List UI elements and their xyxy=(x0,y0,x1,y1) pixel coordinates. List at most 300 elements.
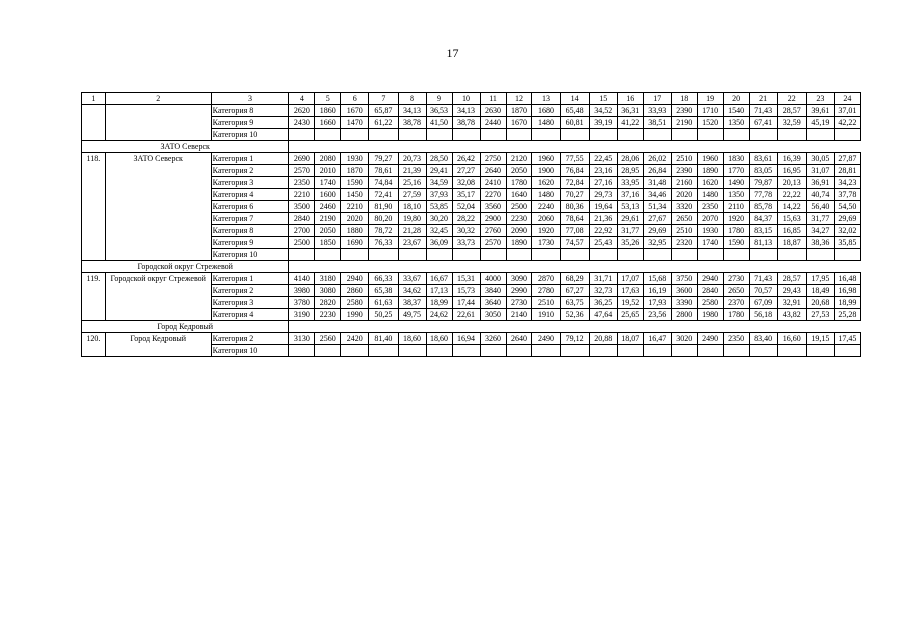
value-cell: 65,38 xyxy=(369,285,398,297)
value-cell: 1600 xyxy=(315,189,341,201)
value-cell: 70,27 xyxy=(560,189,589,201)
value-cell: 16,67 xyxy=(426,273,452,285)
value-cell xyxy=(452,129,480,141)
category-label: Категория 4 xyxy=(211,189,289,201)
value-cell: 18,60 xyxy=(398,333,426,345)
value-cell: 2390 xyxy=(671,105,697,117)
value-cell xyxy=(341,129,369,141)
value-cell xyxy=(834,345,860,357)
value-cell: 3090 xyxy=(506,273,532,285)
value-cell: 2580 xyxy=(697,297,723,309)
category-label: Категория 2 xyxy=(211,333,289,345)
column-number: 19 xyxy=(697,93,723,105)
value-cell: 23,67 xyxy=(398,237,426,249)
value-cell: 20,13 xyxy=(777,177,806,189)
value-cell: 25,28 xyxy=(834,309,860,321)
value-cell: 54,50 xyxy=(834,201,860,213)
value-cell: 1780 xyxy=(723,225,749,237)
value-cell: 34,62 xyxy=(398,285,426,297)
column-number: 4 xyxy=(289,93,315,105)
value-cell: 2270 xyxy=(480,189,506,201)
value-cell: 18,87 xyxy=(777,237,806,249)
value-cell: 78,61 xyxy=(369,165,398,177)
value-cell: 22,61 xyxy=(452,309,480,321)
value-cell: 77,55 xyxy=(560,153,589,165)
value-cell: 34,27 xyxy=(806,225,834,237)
column-number: 23 xyxy=(806,93,834,105)
value-cell xyxy=(617,129,643,141)
value-cell: 71,43 xyxy=(749,273,777,285)
table-row xyxy=(82,105,861,117)
column-number: 14 xyxy=(560,93,589,105)
category-label: Категория 8 xyxy=(211,105,289,117)
value-cell: 1870 xyxy=(341,165,369,177)
value-cell: 34,59 xyxy=(426,177,452,189)
value-cell: 2060 xyxy=(532,213,560,225)
value-cell xyxy=(589,249,617,261)
category-label: Категория 2 xyxy=(211,165,289,177)
value-cell: 1860 xyxy=(315,105,341,117)
value-cell: 2500 xyxy=(289,237,315,249)
value-cell xyxy=(560,249,589,261)
column-number: 17 xyxy=(643,93,671,105)
value-cell: 1350 xyxy=(723,189,749,201)
value-cell: 1590 xyxy=(723,237,749,249)
value-cell: 2690 xyxy=(289,153,315,165)
row-number: 118. xyxy=(82,153,106,261)
value-cell: 65,48 xyxy=(560,105,589,117)
value-cell xyxy=(315,345,341,357)
value-cell: 21,36 xyxy=(589,213,617,225)
value-cell: 35,17 xyxy=(452,189,480,201)
value-cell: 2210 xyxy=(289,189,315,201)
value-cell: 1660 xyxy=(315,117,341,129)
value-cell: 15,31 xyxy=(452,273,480,285)
value-cell: 33,67 xyxy=(398,273,426,285)
value-cell: 83,05 xyxy=(749,165,777,177)
value-cell: 2080 xyxy=(315,153,341,165)
value-cell: 37,78 xyxy=(834,189,860,201)
value-cell xyxy=(506,345,532,357)
value-cell: 2460 xyxy=(315,201,341,213)
category-label: Категория 9 xyxy=(211,237,289,249)
column-number: 7 xyxy=(369,93,398,105)
value-cell: 2940 xyxy=(341,273,369,285)
value-cell: 1710 xyxy=(697,105,723,117)
value-cell: 17,44 xyxy=(452,297,480,309)
value-cell: 16,95 xyxy=(777,165,806,177)
value-cell: 65,87 xyxy=(369,105,398,117)
value-cell: 18,49 xyxy=(806,285,834,297)
value-cell: 34,52 xyxy=(589,105,617,117)
value-cell: 2490 xyxy=(697,333,723,345)
value-cell xyxy=(697,129,723,141)
value-cell: 1740 xyxy=(697,237,723,249)
value-cell: 34,23 xyxy=(834,177,860,189)
value-cell: 33,95 xyxy=(617,177,643,189)
value-cell: 16,94 xyxy=(452,333,480,345)
section-row xyxy=(82,321,861,333)
value-cell: 31,07 xyxy=(806,165,834,177)
value-cell: 3180 xyxy=(315,273,341,285)
value-cell: 1910 xyxy=(532,309,560,321)
value-cell: 2370 xyxy=(723,297,749,309)
category-label: Категория 9 xyxy=(211,117,289,129)
value-cell: 2350 xyxy=(723,333,749,345)
value-cell xyxy=(315,249,341,261)
value-cell xyxy=(671,129,697,141)
value-cell: 1480 xyxy=(532,117,560,129)
value-cell: 2840 xyxy=(289,213,315,225)
value-cell: 45,19 xyxy=(806,117,834,129)
value-cell: 1470 xyxy=(341,117,369,129)
row-number xyxy=(82,105,106,141)
value-cell: 39,19 xyxy=(589,117,617,129)
value-cell: 76,84 xyxy=(560,165,589,177)
value-cell xyxy=(723,249,749,261)
value-cell: 3600 xyxy=(671,285,697,297)
value-cell: 18,60 xyxy=(426,333,452,345)
value-cell: 1890 xyxy=(697,165,723,177)
value-cell: 31,71 xyxy=(589,273,617,285)
value-cell: 21,28 xyxy=(398,225,426,237)
value-cell xyxy=(671,345,697,357)
value-cell xyxy=(589,129,617,141)
value-cell: 60,81 xyxy=(560,117,589,129)
value-cell: 38,78 xyxy=(452,117,480,129)
value-cell: 72,41 xyxy=(369,189,398,201)
value-cell: 2350 xyxy=(697,201,723,213)
value-cell: 2620 xyxy=(289,105,315,117)
column-number: 18 xyxy=(671,93,697,105)
value-cell xyxy=(452,249,480,261)
value-cell: 22,45 xyxy=(589,153,617,165)
table-row xyxy=(82,333,861,345)
value-cell: 53,13 xyxy=(617,201,643,213)
value-cell: 20,73 xyxy=(398,153,426,165)
value-cell: 81,90 xyxy=(369,201,398,213)
column-number: 22 xyxy=(777,93,806,105)
municipality-name: Городской округ Стрежевой xyxy=(105,273,211,321)
column-number: 21 xyxy=(749,93,777,105)
value-cell xyxy=(532,249,560,261)
value-cell: 35,26 xyxy=(617,237,643,249)
value-cell: 2580 xyxy=(341,297,369,309)
value-cell: 21,39 xyxy=(398,165,426,177)
value-cell xyxy=(341,249,369,261)
value-cell: 2820 xyxy=(315,297,341,309)
value-cell: 19,15 xyxy=(806,333,834,345)
column-number: 16 xyxy=(617,93,643,105)
municipality-name xyxy=(105,105,211,141)
value-cell: 2640 xyxy=(506,333,532,345)
value-cell: 20,88 xyxy=(589,333,617,345)
value-cell xyxy=(749,345,777,357)
value-cell: 2730 xyxy=(506,297,532,309)
value-cell: 72,84 xyxy=(560,177,589,189)
value-cell: 18,10 xyxy=(398,201,426,213)
value-cell: 1490 xyxy=(723,177,749,189)
value-cell xyxy=(369,345,398,357)
value-cell: 51,34 xyxy=(643,201,671,213)
value-cell: 35,85 xyxy=(834,237,860,249)
value-cell: 2120 xyxy=(506,153,532,165)
table-row xyxy=(82,153,861,165)
value-cell: 67,27 xyxy=(560,285,589,297)
value-cell: 30,20 xyxy=(426,213,452,225)
value-cell: 61,63 xyxy=(369,297,398,309)
value-cell: 2500 xyxy=(506,201,532,213)
value-cell: 28,95 xyxy=(617,165,643,177)
value-cell: 25,16 xyxy=(398,177,426,189)
column-number: 9 xyxy=(426,93,452,105)
value-cell: 26,02 xyxy=(643,153,671,165)
value-cell: 47,64 xyxy=(589,309,617,321)
page-number: 17 xyxy=(446,46,459,60)
value-cell: 2050 xyxy=(506,165,532,177)
value-cell: 52,36 xyxy=(560,309,589,321)
row-number: 120. xyxy=(82,333,106,357)
category-label: Категория 10 xyxy=(211,345,289,357)
value-cell: 36,25 xyxy=(589,297,617,309)
value-cell: 38,37 xyxy=(398,297,426,309)
value-cell: 3750 xyxy=(671,273,697,285)
value-cell xyxy=(315,129,341,141)
value-cell: 2350 xyxy=(289,177,315,189)
category-label: Категория 6 xyxy=(211,201,289,213)
column-number: 6 xyxy=(341,93,369,105)
value-cell: 2510 xyxy=(671,225,697,237)
section-empty xyxy=(289,321,861,333)
value-cell: 2570 xyxy=(289,165,315,177)
value-cell: 14,22 xyxy=(777,201,806,213)
category-label: Категория 10 xyxy=(211,249,289,261)
value-cell: 2780 xyxy=(532,285,560,297)
value-cell: 2110 xyxy=(723,201,749,213)
value-cell: 18,99 xyxy=(834,297,860,309)
column-number: 1 xyxy=(82,93,106,105)
value-cell: 19,64 xyxy=(589,201,617,213)
value-cell: 50,25 xyxy=(369,309,398,321)
value-cell: 2510 xyxy=(532,297,560,309)
value-cell: 25,43 xyxy=(589,237,617,249)
value-cell: 3390 xyxy=(671,297,697,309)
value-cell: 16,48 xyxy=(834,273,860,285)
value-cell xyxy=(806,249,834,261)
value-cell: 1890 xyxy=(506,237,532,249)
value-cell: 84,37 xyxy=(749,213,777,225)
value-cell: 79,27 xyxy=(369,153,398,165)
value-cell: 80,20 xyxy=(369,213,398,225)
value-cell: 56,40 xyxy=(806,201,834,213)
value-cell: 3190 xyxy=(289,309,315,321)
value-cell: 29,69 xyxy=(834,213,860,225)
value-cell: 2900 xyxy=(480,213,506,225)
value-cell: 16,47 xyxy=(643,333,671,345)
value-cell: 1680 xyxy=(532,105,560,117)
value-cell: 2230 xyxy=(315,309,341,321)
value-cell: 3560 xyxy=(480,201,506,213)
value-cell: 28,81 xyxy=(834,165,860,177)
category-label: Категория 3 xyxy=(211,177,289,189)
value-cell: 1590 xyxy=(341,177,369,189)
value-cell xyxy=(289,345,315,357)
value-cell: 27,27 xyxy=(452,165,480,177)
value-cell: 38,36 xyxy=(806,237,834,249)
value-cell: 28,22 xyxy=(452,213,480,225)
value-cell xyxy=(532,345,560,357)
value-cell: 15,68 xyxy=(643,273,671,285)
column-number: 8 xyxy=(398,93,426,105)
value-cell: 83,40 xyxy=(749,333,777,345)
value-cell: 3080 xyxy=(315,285,341,297)
value-cell: 37,16 xyxy=(617,189,643,201)
value-cell: 1880 xyxy=(341,225,369,237)
value-cell: 2020 xyxy=(671,189,697,201)
value-cell xyxy=(643,249,671,261)
value-cell xyxy=(398,129,426,141)
value-cell: 3050 xyxy=(480,309,506,321)
value-cell: 2190 xyxy=(315,213,341,225)
value-cell: 2490 xyxy=(532,333,560,345)
value-cell xyxy=(806,345,834,357)
value-cell xyxy=(452,345,480,357)
value-cell: 1850 xyxy=(315,237,341,249)
value-cell: 27,67 xyxy=(643,213,671,225)
value-cell: 74,84 xyxy=(369,177,398,189)
value-cell: 74,57 xyxy=(560,237,589,249)
value-cell: 27,53 xyxy=(806,309,834,321)
value-cell: 39,61 xyxy=(806,105,834,117)
value-cell xyxy=(806,129,834,141)
value-cell: 16,39 xyxy=(777,153,806,165)
value-cell: 36,53 xyxy=(426,105,452,117)
value-cell: 32,91 xyxy=(777,297,806,309)
value-cell xyxy=(426,345,452,357)
value-cell: 23,56 xyxy=(643,309,671,321)
value-cell: 16,85 xyxy=(777,225,806,237)
value-cell: 29,61 xyxy=(617,213,643,225)
value-cell: 1770 xyxy=(723,165,749,177)
value-cell: 79,87 xyxy=(749,177,777,189)
value-cell: 30,32 xyxy=(452,225,480,237)
column-number: 20 xyxy=(723,93,749,105)
category-label: Категория 3 xyxy=(211,297,289,309)
value-cell: 2860 xyxy=(341,285,369,297)
value-cell: 1620 xyxy=(697,177,723,189)
value-cell: 28,06 xyxy=(617,153,643,165)
value-cell xyxy=(697,249,723,261)
value-cell: 3980 xyxy=(289,285,315,297)
value-cell: 20,68 xyxy=(806,297,834,309)
category-label: Категория 2 xyxy=(211,285,289,297)
value-cell: 32,95 xyxy=(643,237,671,249)
value-cell xyxy=(398,249,426,261)
column-number: 10 xyxy=(452,93,480,105)
value-cell: 32,59 xyxy=(777,117,806,129)
value-cell xyxy=(480,129,506,141)
value-cell: 83,15 xyxy=(749,225,777,237)
value-cell: 61,22 xyxy=(369,117,398,129)
value-cell: 2630 xyxy=(480,105,506,117)
value-cell: 1900 xyxy=(532,165,560,177)
value-cell: 27,59 xyxy=(398,189,426,201)
value-cell: 78,72 xyxy=(369,225,398,237)
value-cell xyxy=(589,345,617,357)
value-cell: 2230 xyxy=(506,213,532,225)
value-cell: 28,57 xyxy=(777,273,806,285)
value-cell: 1450 xyxy=(341,189,369,201)
value-cell: 2320 xyxy=(671,237,697,249)
value-cell: 41,50 xyxy=(426,117,452,129)
value-cell: 37,01 xyxy=(834,105,860,117)
value-cell: 17,07 xyxy=(617,273,643,285)
value-cell xyxy=(426,249,452,261)
value-cell: 29,43 xyxy=(777,285,806,297)
value-cell: 85,78 xyxy=(749,201,777,213)
value-cell: 1670 xyxy=(341,105,369,117)
value-cell xyxy=(834,249,860,261)
value-cell: 78,64 xyxy=(560,213,589,225)
value-cell: 70,57 xyxy=(749,285,777,297)
section-row xyxy=(82,261,861,273)
value-cell xyxy=(506,249,532,261)
value-cell: 1730 xyxy=(532,237,560,249)
value-cell xyxy=(480,249,506,261)
value-cell: 2870 xyxy=(532,273,560,285)
value-cell: 28,50 xyxy=(426,153,452,165)
value-cell: 33,93 xyxy=(643,105,671,117)
value-cell: 1620 xyxy=(532,177,560,189)
value-cell: 26,84 xyxy=(643,165,671,177)
value-cell: 29,69 xyxy=(643,225,671,237)
value-cell: 17,13 xyxy=(426,285,452,297)
category-label: Категория 8 xyxy=(211,225,289,237)
value-cell xyxy=(289,129,315,141)
value-cell: 71,43 xyxy=(749,105,777,117)
value-cell: 15,73 xyxy=(452,285,480,297)
value-cell: 3640 xyxy=(480,297,506,309)
value-cell: 2410 xyxy=(480,177,506,189)
value-cell: 27,16 xyxy=(589,177,617,189)
value-cell: 56,18 xyxy=(749,309,777,321)
column-number: 24 xyxy=(834,93,860,105)
value-cell: 2840 xyxy=(697,285,723,297)
value-cell: 3840 xyxy=(480,285,506,297)
value-cell xyxy=(369,129,398,141)
value-cell: 81,40 xyxy=(369,333,398,345)
municipality-name: ЗАТО Северск xyxy=(105,153,211,261)
value-cell: 2240 xyxy=(532,201,560,213)
value-cell: 1540 xyxy=(723,105,749,117)
value-cell xyxy=(643,129,671,141)
value-cell: 34,13 xyxy=(398,105,426,117)
value-cell: 2940 xyxy=(697,273,723,285)
value-cell: 1690 xyxy=(341,237,369,249)
value-cell xyxy=(617,345,643,357)
value-cell: 3130 xyxy=(289,333,315,345)
value-cell xyxy=(369,249,398,261)
section-title: Город Кедровый xyxy=(82,321,289,333)
value-cell: 2190 xyxy=(671,117,697,129)
value-cell: 2430 xyxy=(289,117,315,129)
value-cell: 40,74 xyxy=(806,189,834,201)
value-cell: 22,92 xyxy=(589,225,617,237)
value-cell xyxy=(532,129,560,141)
value-cell: 1960 xyxy=(697,153,723,165)
value-cell xyxy=(723,345,749,357)
value-cell: 1920 xyxy=(723,213,749,225)
